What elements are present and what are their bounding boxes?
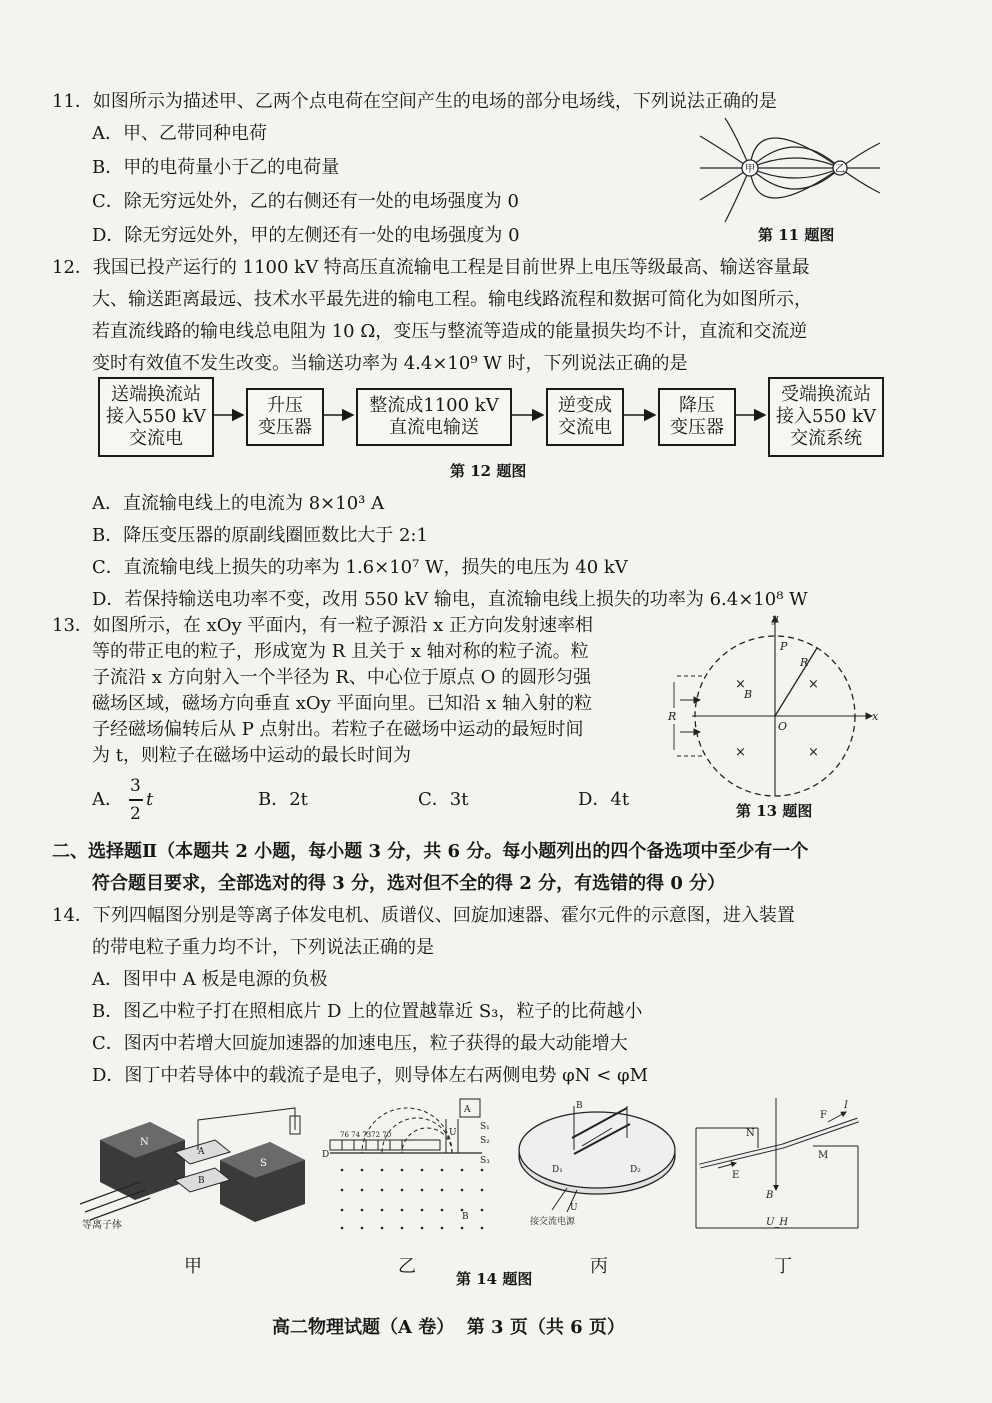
q13-line-4: 磁场区域，磁场方向垂直 xOy 平面向里。已知沿 x 轴入射的粒 [92, 693, 593, 714]
fig1-plasma-label: 等离子体 [82, 1220, 122, 1231]
q14-option-c: C．图丙中若增大回旋加速器的加速电压，粒子获得的最大动能增大 [92, 1033, 628, 1054]
fig1-n-label: N [140, 1137, 149, 1148]
fig4-f-label: F [820, 1110, 827, 1121]
svg-text:×: × [735, 745, 746, 760]
page-footer: 高二物理试题（A 卷） 第 3 页（共 6 页） [272, 1317, 625, 1338]
fig4-i-label: I [844, 1100, 848, 1111]
flow-box-invert: 逆变成 交流电 [546, 388, 624, 446]
q14-fig-label-yi: 乙 [398, 1256, 416, 1277]
q13-label-r-left: R [668, 710, 677, 723]
q11-caption: 第 11 题图 [758, 226, 835, 244]
q13-label-b: B [744, 688, 753, 701]
fig2-ticks-label: 76 74 7372 70 [340, 1131, 392, 1139]
flow-box-step-down: 降压 变压器 [658, 388, 736, 446]
q11-stem: 11．如图所示为描述甲、乙两个点电荷在空间产生的电场的部分电场线，下列说法正确的是 [52, 91, 777, 112]
flow-box-receiver: 受端换流站 接入550 kV 交流系统 [768, 377, 884, 457]
fig3-d1-label: D₁ [552, 1165, 563, 1175]
q13-option-a-t: t [146, 789, 154, 810]
q11-option-d: D．除无穷远处外，甲的左侧还有一处的电场强度为 0 [92, 225, 520, 246]
q13-label-o: O [778, 720, 788, 733]
q13-option-d: D．4t [578, 789, 630, 810]
q11-option-c: C．除无穷远处外，乙的右侧还有一处的电场强度为 0 [92, 191, 519, 212]
q13-line-1: 13．如图所示，在 xOy 平面内，有一粒子源沿 x 正方向发射速率相 [52, 615, 594, 636]
fig2-s1-label: S₁ [480, 1122, 490, 1132]
fig1-a-label: A [198, 1147, 205, 1157]
q14-fig-label-bing: 丙 [590, 1256, 608, 1277]
fig1-s-label: S [260, 1158, 267, 1169]
q14-fig-label-jia: 甲 [184, 1256, 202, 1277]
q13-label-x: x [872, 710, 879, 723]
section2-line-1: 二、选择题Ⅱ（本题共 2 小题，每小题 3 分，共 6 分。每小题列出的四个备选项中至少有一个 [52, 841, 809, 862]
fig4-e-label: E [732, 1170, 740, 1181]
fig3-u-label: U [570, 1203, 578, 1213]
q14-fig-cyclotron [512, 1098, 682, 1228]
q11-label-right: 乙 [835, 164, 845, 175]
q12-option-c: C．直流输电线上损失的功率为 1.6×10⁷ W，损失的电压为 40 kV [92, 557, 628, 578]
q14-fig-mass-spectrometer [322, 1095, 498, 1235]
fig4-b-label: B [766, 1190, 774, 1201]
fig3-supply-label: 接交流电源 [530, 1217, 576, 1227]
fig4-m-label: M [818, 1150, 829, 1161]
q12-caption: 第 12 题图 [450, 462, 527, 480]
q14-option-a: A．图甲中 A 板是电源的负极 [92, 969, 328, 990]
fig4-n-label: N [746, 1128, 755, 1139]
q13-line-2: 等的带正电的粒子，形成宽为 R 且关于 x 轴对称的粒子流。粒 [92, 641, 589, 662]
q13-magnetic-field-figure [662, 610, 882, 800]
q13-option-a-prefix: A． [92, 789, 123, 810]
q11-option-b: B．甲的电荷量小于乙的电荷量 [92, 157, 340, 178]
q14-line-2: 的带电粒子重力均不计，下列说法正确的是 [92, 937, 434, 958]
q13-label-r: R [800, 656, 809, 669]
q14-line-1: 14．下列四幅图分别是等离子体发电机、质谱仪、回旋加速器、霍尔元件的示意图，进入装置 [52, 905, 795, 926]
svg-text:×: × [808, 745, 819, 760]
svg-text:×: × [808, 677, 819, 692]
q13-option-b: B．2t [258, 789, 308, 810]
fig2-s2-label: S₂ [480, 1136, 490, 1146]
q14-option-d: D．图丁中若导体中的载流子是电子，则导体左右两侧电势 φN < φM [92, 1065, 649, 1086]
flow-box-step-up: 升压 变压器 [246, 388, 324, 446]
q12-option-d: D．若保持输送电功率不变，改用 550 kV 输电，直流输电线上损失的功率为 6.4×10⁸ W [92, 589, 808, 610]
fig2-s3-label: S₃ [480, 1156, 490, 1166]
q13-option-c: C．3t [418, 789, 469, 810]
q14-option-b: B．图乙中粒子打在照相底片 D 上的位置越靠近 S₃，粒子的比荷越小 [92, 1001, 643, 1022]
q11-label-left: 甲 [745, 164, 755, 175]
q12-line-1: 12．我国已投产运行的 1100 kV 特高压直流输电工程是目前世界上电压等级最高、输送容量最 [52, 257, 810, 278]
q13-line-3: 子流沿 x 方向射入一个半径为 R、中心位于原点 O 的圆形匀强 [92, 667, 592, 688]
fig2-b-label: B [462, 1212, 469, 1222]
q12-option-b: B．降压变压器的原副线圈匝数比大于 2:1 [92, 525, 428, 546]
q14-fig-plasma-generator [80, 1100, 310, 1240]
section2-line-2: 符合题目要求，全部选对的得 3 分，选对但不全的得 2 分，有选错的得 0 分） [92, 873, 726, 894]
fig2-a-label: A [464, 1105, 471, 1115]
q13-option-a-numerator: 3 [130, 776, 141, 796]
flow-arrows [0, 0, 992, 500]
q13-option-a-denominator: 2 [130, 804, 141, 824]
flow-box-sender: 送端换流站 接入550 kV 交流电 [98, 377, 214, 457]
q14-caption: 第 14 题图 [456, 1270, 533, 1288]
svg-text:×: × [735, 677, 746, 692]
fig3-b-label: B [576, 1101, 583, 1111]
q14-fig-label-ding: 丁 [774, 1256, 792, 1277]
fig2-u-label: U [449, 1128, 457, 1138]
q13-line-5: 子经磁场偏转后从 P 点射出。若粒子在磁场中运动的最短时间 [92, 719, 584, 740]
q14-fig-hall-element [688, 1098, 868, 1238]
fig3-d2-label: D₂ [630, 1165, 641, 1175]
q12-option-a: A．直流输电线上的电流为 8×10³ A [92, 493, 385, 514]
q13-label-p: P [780, 640, 788, 653]
fig4-uh-label: U_H [766, 1217, 789, 1228]
fig2-d-label: D [322, 1150, 330, 1160]
q13-caption: 第 13 题图 [736, 802, 813, 820]
flow-box-rectify: 整流成1100 kV 直流电输送 [356, 388, 512, 446]
q13-label-y: y [772, 612, 779, 625]
q12-line-3: 若直流线路的输电线总电阻为 10 Ω，变压与整流等造成的能量损失均不计，直流和交流逆 [92, 321, 808, 342]
fraction-bar [129, 799, 143, 801]
q12-line-4: 变时有效值不发生改变。当输送功率为 4.4×10⁹ W 时，下列说法正确的是 [92, 353, 688, 374]
q12-line-2: 大、输送距离最远、技术水平最先进的输电工程。输电线路流程和数据可简化为如图所示， [92, 289, 812, 310]
fig1-b-label: B [198, 1176, 205, 1186]
q11-option-a: A．甲、乙带同种电荷 [92, 123, 267, 144]
q13-line-6: 为 t，则粒子在磁场中运动的最长时间为 [92, 745, 411, 766]
